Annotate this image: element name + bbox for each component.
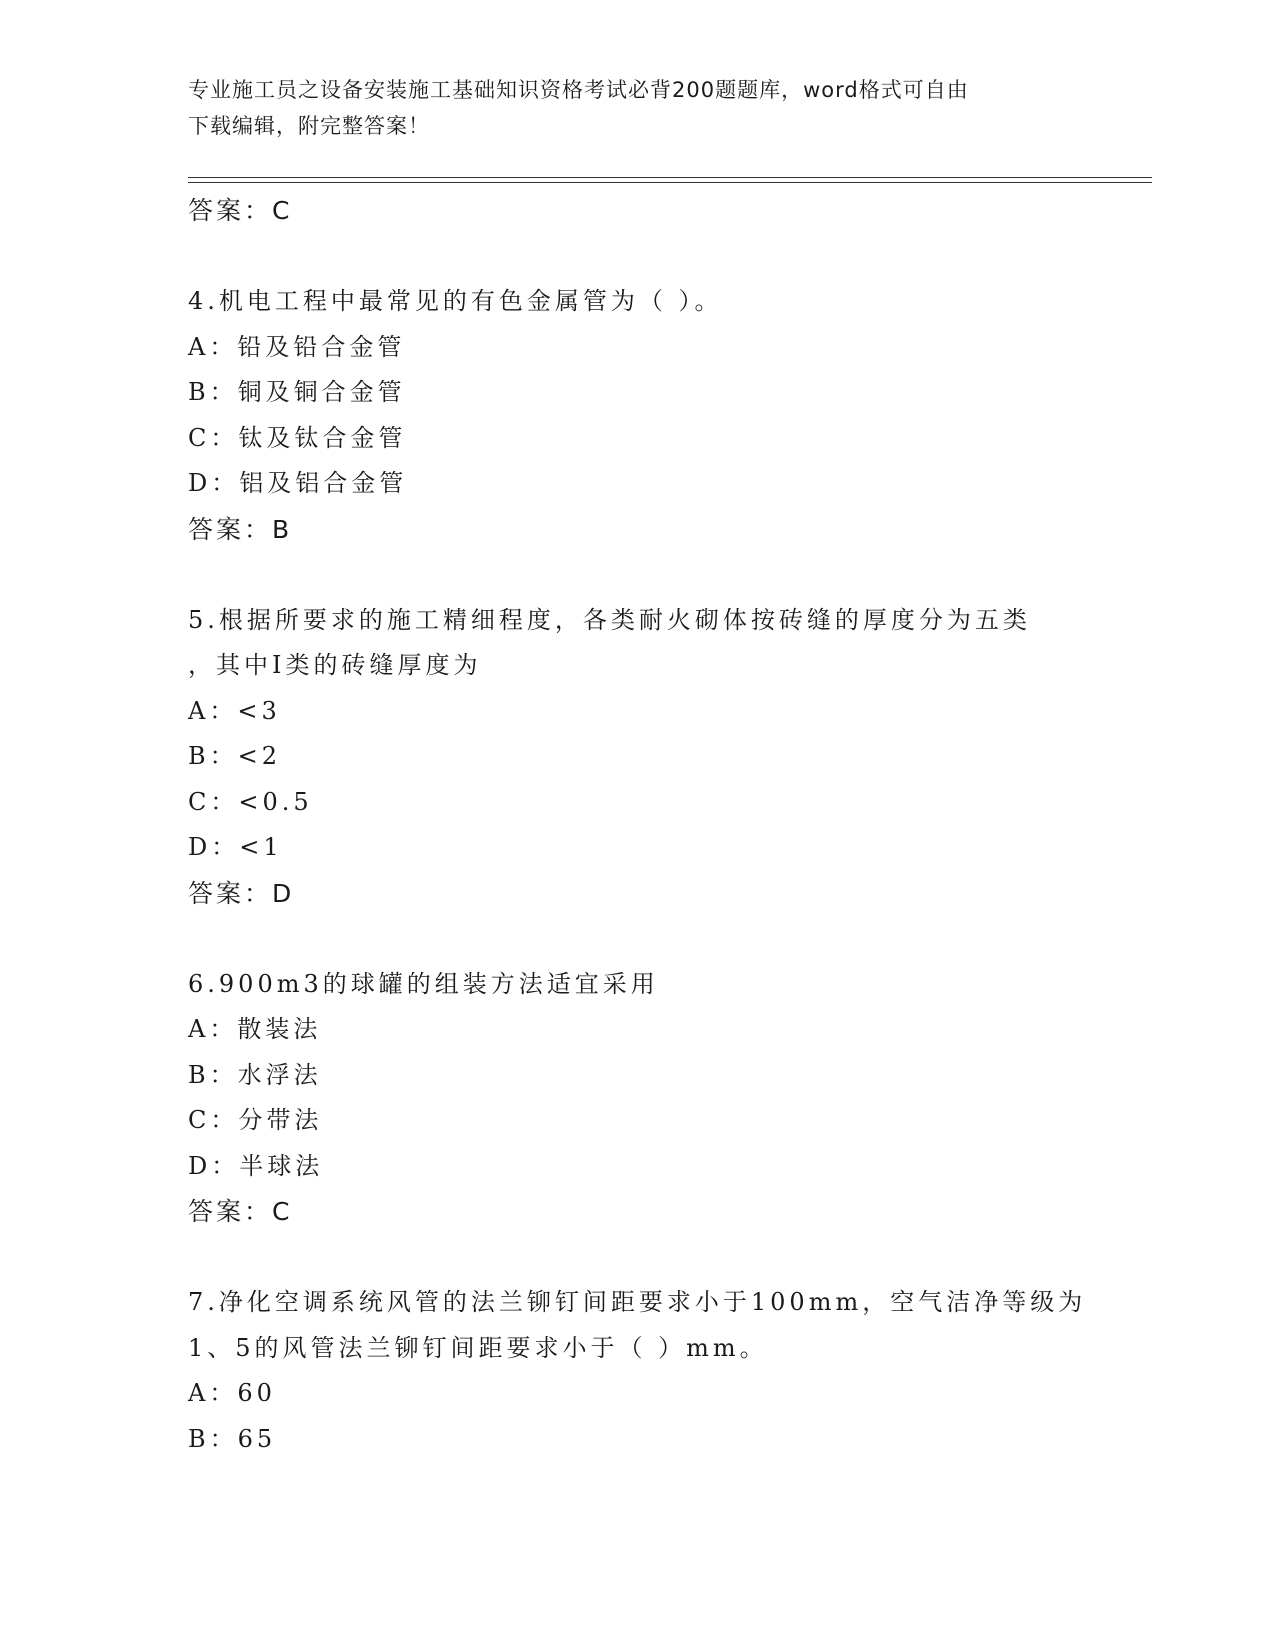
answer-line: 答案：C — [188, 196, 293, 225]
spacer — [188, 1235, 1088, 1281]
option-c: C：<0.5 — [188, 787, 313, 816]
question-7 — [188, 1280, 1088, 1462]
option-a: A：铅及铅合金管 — [188, 332, 406, 361]
question-stem-continued: 1、5的风管法兰铆钉间距要求小于（ ）mm。 — [188, 1333, 768, 1362]
question-stem: 6.900m3的球罐的组装方法适宜采用 — [188, 969, 659, 998]
header-line-2: 下载编辑，附完整答案！ — [188, 114, 430, 138]
spacer — [188, 552, 1088, 598]
option-b: B：65 — [188, 1424, 277, 1453]
question-stem: 7.净化空调系统风管的法兰铆钉间距要求小于100mm，空气洁净等级为 — [188, 1288, 1087, 1316]
question-5 — [188, 598, 1088, 917]
option-d: D：半球法 — [188, 1151, 324, 1180]
option-b: B：水浮法 — [188, 1060, 322, 1089]
option-a: A：散装法 — [188, 1015, 322, 1043]
document-header — [188, 72, 1088, 144]
question-stem: 4.机电工程中最常见的有色金属管为（ ）。 — [188, 287, 723, 315]
question-6 — [188, 962, 1088, 1235]
question-stem-continued: ，其中Ⅰ类的砖缝厚度为 — [188, 651, 482, 679]
header-line-1: 专业施工员之设备安装施工基础知识资格考试必背200题题库，word格式可自由 — [188, 78, 969, 102]
option-d: D：<1 — [188, 833, 283, 861]
option-a: A：<3 — [188, 696, 281, 725]
answer-line: 答案：B — [188, 514, 293, 544]
header-divider-bottom — [188, 182, 1152, 183]
spacer — [188, 916, 1088, 962]
spacer — [188, 234, 1088, 280]
option-b: B：<2 — [188, 742, 282, 770]
question-list — [188, 188, 1088, 1462]
option-b: B：铜及铜合金管 — [188, 378, 406, 406]
option-c: C：钛及钛合金管 — [188, 423, 407, 452]
answer-line: 答案：D — [188, 878, 295, 908]
question-4 — [188, 279, 1088, 552]
option-c: C：分带法 — [188, 1106, 323, 1134]
option-d: D：铝及铝合金管 — [188, 469, 408, 497]
answer-line: 答案：C — [188, 1197, 293, 1226]
question-stem: 5.根据所要求的施工精细程度，各类耐火砌体按砖缝的厚度分为五类 — [188, 605, 1031, 634]
header-divider-top — [188, 177, 1152, 178]
option-a: A：60 — [188, 1379, 276, 1407]
